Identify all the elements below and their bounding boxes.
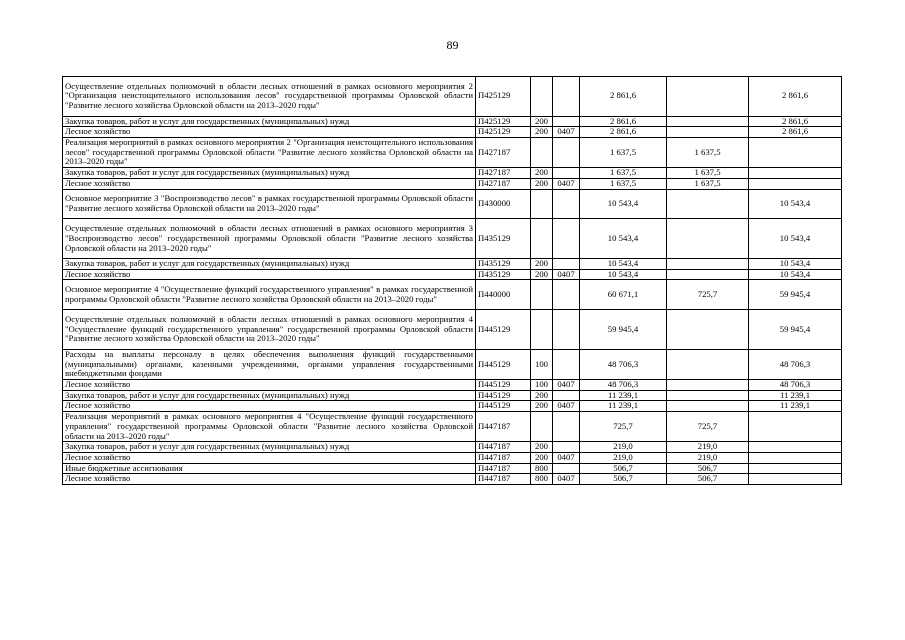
row-name: Лесное хозяйство: [63, 380, 476, 391]
table-row: [63, 349, 842, 379]
row-name: Закупка товаров, работ и услуг для государственных (муниципальных) нужд: [63, 259, 476, 270]
expense-type-code: [531, 77, 553, 117]
target-article-code: П425129: [476, 127, 531, 138]
regional-amount: [749, 452, 842, 463]
row-name: Закупка товаров, работ и услуг для государственных (муниципальных) нужд: [63, 442, 476, 453]
total-amount: 48 706,3: [580, 349, 667, 379]
expense-type-code: 200: [531, 178, 553, 189]
federal-amount: [667, 401, 749, 412]
target-article-code: П435129: [476, 269, 531, 280]
regional-amount: 10 543,4: [749, 189, 842, 219]
target-article-code: П425129: [476, 77, 531, 117]
row-name: Лесное хозяйство: [63, 178, 476, 189]
expense-type-code: 800: [531, 463, 553, 474]
target-article-code: П447187: [476, 463, 531, 474]
section-code: 0407: [553, 269, 580, 280]
total-amount: 59 945,4: [580, 310, 667, 350]
target-article-code: П440000: [476, 280, 531, 310]
expense-type-code: [531, 280, 553, 310]
regional-amount: 2 861,6: [749, 127, 842, 138]
table-row: [63, 401, 842, 412]
section-code: [553, 138, 580, 168]
expense-type-code: [531, 189, 553, 219]
row-name: Лесное хозяйство: [63, 474, 476, 485]
regional-amount: 10 543,4: [749, 259, 842, 270]
table-row: [63, 463, 842, 474]
target-article-code: П445129: [476, 380, 531, 391]
table-row: [63, 452, 842, 463]
table-row: [63, 310, 842, 350]
table-row: [63, 442, 842, 453]
federal-amount: 725,7: [667, 412, 749, 442]
expense-type-code: 100: [531, 349, 553, 379]
expense-type-code: 200: [531, 269, 553, 280]
federal-amount: [667, 127, 749, 138]
total-amount: 1 637,5: [580, 138, 667, 168]
target-article-code: П447187: [476, 442, 531, 453]
regional-amount: 11 239,1: [749, 390, 842, 401]
section-code: [553, 310, 580, 350]
federal-amount: 506,7: [667, 474, 749, 485]
target-article-code: П435129: [476, 259, 531, 270]
target-article-code: П445129: [476, 349, 531, 379]
total-amount: 506,7: [580, 463, 667, 474]
section-code: 0407: [553, 474, 580, 485]
row-name: Реализация мероприятий в рамках основного мероприятия 2 "Организация неистощительного использования лесов" государственной программы Орловской области "Развитие лесного хозяйства Орловской области на 2013–2020 годы": [63, 138, 476, 168]
regional-amount: 59 945,4: [749, 310, 842, 350]
section-code: [553, 390, 580, 401]
section-code: [553, 168, 580, 179]
regional-amount: [749, 178, 842, 189]
target-article-code: П445129: [476, 401, 531, 412]
expense-type-code: 200: [531, 442, 553, 453]
federal-amount: [667, 269, 749, 280]
target-article-code: П427187: [476, 168, 531, 179]
section-code: [553, 189, 580, 219]
target-article-code: П425129: [476, 116, 531, 127]
total-amount: 48 706,3: [580, 380, 667, 391]
total-amount: 2 861,6: [580, 127, 667, 138]
federal-amount: 506,7: [667, 463, 749, 474]
table-row: [63, 412, 842, 442]
federal-amount: [667, 390, 749, 401]
table-row: [63, 189, 842, 219]
expense-type-code: 200: [531, 452, 553, 463]
federal-amount: [667, 349, 749, 379]
total-amount: 10 543,4: [580, 189, 667, 219]
table-row: [63, 259, 842, 270]
table-row: [63, 269, 842, 280]
regional-amount: 59 945,4: [749, 280, 842, 310]
budget-table-body: [63, 77, 842, 485]
table-row: [63, 178, 842, 189]
target-article-code: П447187: [476, 452, 531, 463]
total-amount: 2 861,6: [580, 116, 667, 127]
target-article-code: П445129: [476, 390, 531, 401]
row-name: Осуществление отдельных полномочий в области лесных отношений в рамках основного мероприятия 4 "Осуществление функций государственного управления" государственной программы Орловской области "Развитие лесного хозяйства Орловской области на 2013–2020 годы": [63, 310, 476, 350]
page-number: 89: [446, 38, 459, 52]
regional-amount: [749, 138, 842, 168]
table-row: [63, 116, 842, 127]
regional-amount: 10 543,4: [749, 219, 842, 259]
federal-amount: [667, 77, 749, 117]
target-article-code: П427187: [476, 138, 531, 168]
total-amount: 10 543,4: [580, 259, 667, 270]
row-name: Основное мероприятие 3 "Воспроизводство лесов" в рамках государственной программы Орловской области "Развитие лесного хозяйства Орловской области на 2013–2020 годы": [63, 189, 476, 219]
federal-amount: [667, 189, 749, 219]
regional-amount: 10 543,4: [749, 269, 842, 280]
section-code: 0407: [553, 127, 580, 138]
regional-amount: [749, 463, 842, 474]
row-name: Лесное хозяйство: [63, 269, 476, 280]
expense-type-code: 100: [531, 380, 553, 391]
regional-amount: 48 706,3: [749, 349, 842, 379]
row-name: Лесное хозяйство: [63, 127, 476, 138]
row-name: Лесное хозяйство: [63, 452, 476, 463]
regional-amount: 2 861,6: [749, 77, 842, 117]
expense-type-code: 200: [531, 259, 553, 270]
total-amount: 219,0: [580, 442, 667, 453]
expense-type-code: 200: [531, 168, 553, 179]
section-code: [553, 116, 580, 127]
row-name: Закупка товаров, работ и услуг для государственных (муниципальных) нужд: [63, 168, 476, 179]
federal-amount: 219,0: [667, 442, 749, 453]
total-amount: 11 239,1: [580, 401, 667, 412]
federal-amount: [667, 310, 749, 350]
section-code: 0407: [553, 178, 580, 189]
federal-amount: [667, 219, 749, 259]
table-row: [63, 168, 842, 179]
table-row: [63, 219, 842, 259]
regional-amount: [749, 168, 842, 179]
target-article-code: П430000: [476, 189, 531, 219]
target-article-code: П435129: [476, 219, 531, 259]
table-row: [63, 77, 842, 117]
expense-type-code: 800: [531, 474, 553, 485]
section-code: [553, 442, 580, 453]
regional-amount: 11 239,1: [749, 401, 842, 412]
total-amount: 219,0: [580, 452, 667, 463]
total-amount: 60 671,1: [580, 280, 667, 310]
section-code: [553, 77, 580, 117]
section-code: 0407: [553, 401, 580, 412]
total-amount: 10 543,4: [580, 219, 667, 259]
target-article-code: П447187: [476, 412, 531, 442]
expense-type-code: [531, 219, 553, 259]
federal-amount: [667, 116, 749, 127]
total-amount: 11 239,1: [580, 390, 667, 401]
federal-amount: [667, 259, 749, 270]
table-row: [63, 390, 842, 401]
section-code: 0407: [553, 380, 580, 391]
expense-type-code: 200: [531, 127, 553, 138]
total-amount: 2 861,6: [580, 77, 667, 117]
row-name: Лесное хозяйство: [63, 401, 476, 412]
row-name: Закупка товаров, работ и услуг для государственных (муниципальных) нужд: [63, 116, 476, 127]
section-code: [553, 349, 580, 379]
row-name: Иные бюджетные ассигнования: [63, 463, 476, 474]
section-code: [553, 259, 580, 270]
total-amount: 506,7: [580, 474, 667, 485]
total-amount: 725,7: [580, 412, 667, 442]
target-article-code: П427187: [476, 178, 531, 189]
federal-amount: 725,7: [667, 280, 749, 310]
section-code: 0407: [553, 452, 580, 463]
expense-type-code: [531, 412, 553, 442]
budget-table: [62, 76, 842, 485]
federal-amount: 1 637,5: [667, 178, 749, 189]
federal-amount: 1 637,5: [667, 168, 749, 179]
table-row: [63, 138, 842, 168]
regional-amount: [749, 442, 842, 453]
target-article-code: П447187: [476, 474, 531, 485]
federal-amount: 219,0: [667, 452, 749, 463]
row-name: Расходы на выплаты персоналу в целях обеспечения выполнения функций государственными (муниципальными) органами, казенными учреждениями, органами управления государственными внебюджетными фондами: [63, 349, 476, 379]
section-code: [553, 219, 580, 259]
expense-type-code: 200: [531, 116, 553, 127]
total-amount: 1 637,5: [580, 178, 667, 189]
regional-amount: [749, 474, 842, 485]
row-name: Реализация мероприятий в рамках основного мероприятия 4 "Осуществление функций государственного управления" государственной программы Орловской области "Развитие лесного хозяйства Орловской области на 2013–2020 годы": [63, 412, 476, 442]
expense-type-code: [531, 138, 553, 168]
section-code: [553, 463, 580, 474]
total-amount: 10 543,4: [580, 269, 667, 280]
regional-amount: 48 706,3: [749, 380, 842, 391]
expense-type-code: 200: [531, 401, 553, 412]
total-amount: 1 637,5: [580, 168, 667, 179]
regional-amount: [749, 412, 842, 442]
row-name: Осуществление отдельных полномочий в области лесных отношений в рамках основного мероприятия 2 "Организация неистощительного использования лесов" государственной программы Орловской области "Развитие лесного хозяйства Орловской области на 2013–2020 годы": [63, 77, 476, 117]
section-code: [553, 412, 580, 442]
row-name: Осуществление отдельных полномочий в области лесных отношений в рамках основного мероприятия 3 "Воспроизводство лесов" государственной программы Орловской области "Развитие лесного хозяйства Орловской области на 2013–2020 годы": [63, 219, 476, 259]
target-article-code: П445129: [476, 310, 531, 350]
table-row: [63, 474, 842, 485]
expense-type-code: [531, 310, 553, 350]
row-name: Закупка товаров, работ и услуг для государственных (муниципальных) нужд: [63, 390, 476, 401]
table-row: [63, 380, 842, 391]
federal-amount: 1 637,5: [667, 138, 749, 168]
row-name: Основное мероприятие 4 "Осуществление функций государственного управления" в рамках государственной программы Орловской области "Развитие лесного хозяйства Орловской области на 2013–2020 годы": [63, 280, 476, 310]
federal-amount: [667, 380, 749, 391]
expense-type-code: 200: [531, 390, 553, 401]
section-code: [553, 280, 580, 310]
table-row: [63, 127, 842, 138]
table-row: [63, 280, 842, 310]
regional-amount: 2 861,6: [749, 116, 842, 127]
